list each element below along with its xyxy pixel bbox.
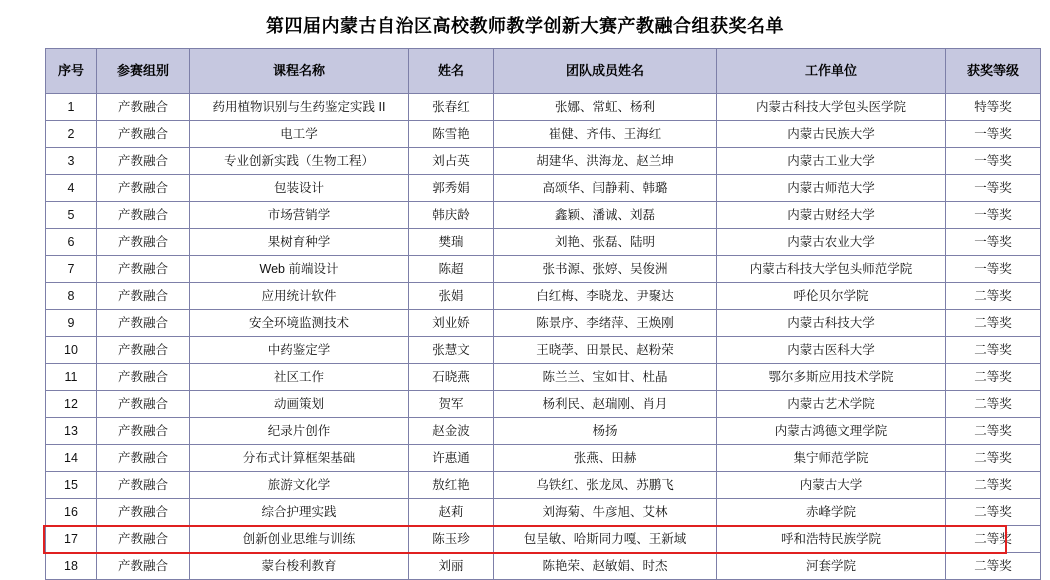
column-header-team: 团队成员姓名 <box>494 49 717 94</box>
cell-level: 二等奖 <box>946 526 1041 553</box>
cell-team: 崔健、齐伟、王海红 <box>494 121 717 148</box>
table-row <box>46 229 1041 256</box>
cell-name: 刘丽 <box>409 553 494 580</box>
cell-index: 5 <box>46 202 97 229</box>
cell-course: 安全环境监测技术 <box>190 310 409 337</box>
award-table <box>45 48 1041 580</box>
cell-team: 刘艳、张磊、陆明 <box>494 229 717 256</box>
table-row <box>46 256 1041 283</box>
cell-team: 杨利民、赵瑞刚、肖月 <box>494 391 717 418</box>
column-header-group: 参赛组别 <box>97 49 190 94</box>
cell-org: 内蒙古艺术学院 <box>717 391 946 418</box>
cell-name: 张慧文 <box>409 337 494 364</box>
cell-org: 集宁师范学院 <box>717 445 946 472</box>
cell-group: 产教融合 <box>97 499 190 526</box>
table-row <box>46 175 1041 202</box>
cell-index: 11 <box>46 364 97 391</box>
cell-level: 二等奖 <box>946 364 1041 391</box>
cell-org: 内蒙古科技大学包头师范学院 <box>717 256 946 283</box>
cell-team: 陈艳荣、赵敏娟、时杰 <box>494 553 717 580</box>
column-header-name: 姓名 <box>409 49 494 94</box>
cell-course: 旅游文化学 <box>190 472 409 499</box>
cell-course: 电工学 <box>190 121 409 148</box>
cell-index: 12 <box>46 391 97 418</box>
cell-org: 河套学院 <box>717 553 946 580</box>
cell-index: 3 <box>46 148 97 175</box>
cell-course: 中药鉴定学 <box>190 337 409 364</box>
cell-group: 产教融合 <box>97 175 190 202</box>
cell-group: 产教融合 <box>97 364 190 391</box>
cell-group: 产教融合 <box>97 526 190 553</box>
award-table-container <box>45 48 1019 580</box>
cell-level: 一等奖 <box>946 256 1041 283</box>
cell-name: 樊瑞 <box>409 229 494 256</box>
cell-index: 14 <box>46 445 97 472</box>
cell-org: 内蒙古科技大学 <box>717 310 946 337</box>
cell-org: 赤峰学院 <box>717 499 946 526</box>
cell-org: 内蒙古鸿德文理学院 <box>717 418 946 445</box>
cell-course: 果树育种学 <box>190 229 409 256</box>
cell-name: 赵金波 <box>409 418 494 445</box>
cell-index: 2 <box>46 121 97 148</box>
table-row <box>46 283 1041 310</box>
page-title: 第四届内蒙古自治区高校教师教学创新大赛产教融合组获奖名单 <box>266 16 784 36</box>
cell-org: 内蒙古医科大学 <box>717 337 946 364</box>
cell-index: 6 <box>46 229 97 256</box>
cell-team: 张书源、张婷、吴俊洲 <box>494 256 717 283</box>
table-row <box>46 364 1041 391</box>
cell-name: 刘占英 <box>409 148 494 175</box>
cell-index: 10 <box>46 337 97 364</box>
document-page <box>0 12 1050 573</box>
cell-course: 蒙台梭利教育 <box>190 553 409 580</box>
cell-group: 产教融合 <box>97 94 190 121</box>
cell-team: 刘海菊、牛彦旭、艾林 <box>494 499 717 526</box>
cell-team: 高颂华、闫静莉、韩璐 <box>494 175 717 202</box>
cell-course: 纪录片创作 <box>190 418 409 445</box>
cell-group: 产教融合 <box>97 310 190 337</box>
cell-group: 产教融合 <box>97 148 190 175</box>
cell-level: 二等奖 <box>946 283 1041 310</box>
cell-org: 内蒙古科技大学包头医学院 <box>717 94 946 121</box>
table-row <box>46 472 1041 499</box>
table-row <box>46 337 1041 364</box>
cell-level: 一等奖 <box>946 121 1041 148</box>
cell-level: 一等奖 <box>946 148 1041 175</box>
cell-index: 13 <box>46 418 97 445</box>
cell-group: 产教融合 <box>97 256 190 283</box>
cell-index: 7 <box>46 256 97 283</box>
cell-course: 动画策划 <box>190 391 409 418</box>
column-header-course: 课程名称 <box>190 49 409 94</box>
cell-level: 二等奖 <box>946 418 1041 445</box>
column-header-org: 工作单位 <box>717 49 946 94</box>
cell-team: 杨扬 <box>494 418 717 445</box>
cell-course: Web 前端设计 <box>190 256 409 283</box>
cell-course: 应用统计软件 <box>190 283 409 310</box>
cell-org: 内蒙古大学 <box>717 472 946 499</box>
cell-team: 王晓荸、田景民、赵粉荣 <box>494 337 717 364</box>
cell-course: 包装设计 <box>190 175 409 202</box>
cell-name: 陈超 <box>409 256 494 283</box>
cell-team: 鑫颖、潘诚、刘磊 <box>494 202 717 229</box>
cell-index: 18 <box>46 553 97 580</box>
cell-course: 社区工作 <box>190 364 409 391</box>
cell-name: 郭秀娟 <box>409 175 494 202</box>
cell-team: 陈景序、李绪萍、王焕刚 <box>494 310 717 337</box>
table-row <box>46 148 1041 175</box>
column-header-index: 序号 <box>46 49 97 94</box>
cell-group: 产教融合 <box>97 283 190 310</box>
cell-group: 产教融合 <box>97 445 190 472</box>
cell-level: 特等奖 <box>946 94 1041 121</box>
cell-name: 敖红艳 <box>409 472 494 499</box>
cell-org: 内蒙古农业大学 <box>717 229 946 256</box>
cell-name: 赵莉 <box>409 499 494 526</box>
cell-team: 胡建华、洪海龙、赵兰坤 <box>494 148 717 175</box>
table-row <box>46 202 1041 229</box>
cell-team: 陈兰兰、宝如甘、杜晶 <box>494 364 717 391</box>
cell-course: 创新创业思维与训练 <box>190 526 409 553</box>
cell-org: 呼和浩特民族学院 <box>717 526 946 553</box>
cell-course: 专业创新实践（生物工程） <box>190 148 409 175</box>
cell-level: 二等奖 <box>946 445 1041 472</box>
table-row <box>46 310 1041 337</box>
table-row <box>46 94 1041 121</box>
cell-group: 产教融合 <box>97 553 190 580</box>
table-row <box>46 499 1041 526</box>
table-row <box>46 418 1041 445</box>
cell-group: 产教融合 <box>97 202 190 229</box>
cell-level: 二等奖 <box>946 472 1041 499</box>
cell-team: 乌铁红、张龙凤、苏鹏飞 <box>494 472 717 499</box>
cell-group: 产教融合 <box>97 337 190 364</box>
cell-org: 内蒙古财经大学 <box>717 202 946 229</box>
cell-course: 市场营销学 <box>190 202 409 229</box>
table-row <box>46 445 1041 472</box>
cell-group: 产教融合 <box>97 121 190 148</box>
cell-group: 产教融合 <box>97 418 190 445</box>
cell-org: 鄂尔多斯应用技术学院 <box>717 364 946 391</box>
table-row <box>46 553 1041 580</box>
cell-group: 产教融合 <box>97 472 190 499</box>
cell-level: 一等奖 <box>946 229 1041 256</box>
cell-level: 二等奖 <box>946 553 1041 580</box>
cell-org: 呼伦贝尔学院 <box>717 283 946 310</box>
cell-course: 分布式计算框架基础 <box>190 445 409 472</box>
cell-level: 一等奖 <box>946 202 1041 229</box>
cell-level: 二等奖 <box>946 337 1041 364</box>
table-header <box>46 49 1041 94</box>
cell-group: 产教融合 <box>97 229 190 256</box>
cell-name: 张春红 <box>409 94 494 121</box>
cell-level: 一等奖 <box>946 175 1041 202</box>
cell-org: 内蒙古师范大学 <box>717 175 946 202</box>
cell-index: 8 <box>46 283 97 310</box>
cell-name: 许惠通 <box>409 445 494 472</box>
table-header-row <box>46 49 1041 94</box>
cell-course: 药用植物识别与生药鉴定实践 II <box>190 94 409 121</box>
cell-team: 白红梅、李晓龙、尹聚达 <box>494 283 717 310</box>
cell-name: 陈玉珍 <box>409 526 494 553</box>
column-header-level: 获奖等级 <box>946 49 1041 94</box>
cell-name: 韩庆龄 <box>409 202 494 229</box>
cell-index: 9 <box>46 310 97 337</box>
cell-team: 张娜、常虹、杨利 <box>494 94 717 121</box>
cell-name: 张娟 <box>409 283 494 310</box>
cell-index: 15 <box>46 472 97 499</box>
cell-team: 包呈敏、哈斯同力嘎、王新域 <box>494 526 717 553</box>
table-body <box>46 94 1041 580</box>
cell-name: 贺军 <box>409 391 494 418</box>
cell-index: 16 <box>46 499 97 526</box>
cell-index: 1 <box>46 94 97 121</box>
cell-level: 二等奖 <box>946 499 1041 526</box>
cell-group: 产教融合 <box>97 391 190 418</box>
cell-org: 内蒙古民族大学 <box>717 121 946 148</box>
table-row <box>46 391 1041 418</box>
cell-org: 内蒙古工业大学 <box>717 148 946 175</box>
cell-level: 二等奖 <box>946 391 1041 418</box>
cell-team: 张燕、田赫 <box>494 445 717 472</box>
cell-name: 刘业娇 <box>409 310 494 337</box>
cell-level: 二等奖 <box>946 310 1041 337</box>
table-row <box>46 121 1041 148</box>
cell-name: 陈雪艳 <box>409 121 494 148</box>
table-row-highlighted <box>46 526 1041 553</box>
cell-index: 4 <box>46 175 97 202</box>
cell-course: 综合护理实践 <box>190 499 409 526</box>
cell-index: 17 <box>46 526 97 553</box>
cell-name: 石晓燕 <box>409 364 494 391</box>
